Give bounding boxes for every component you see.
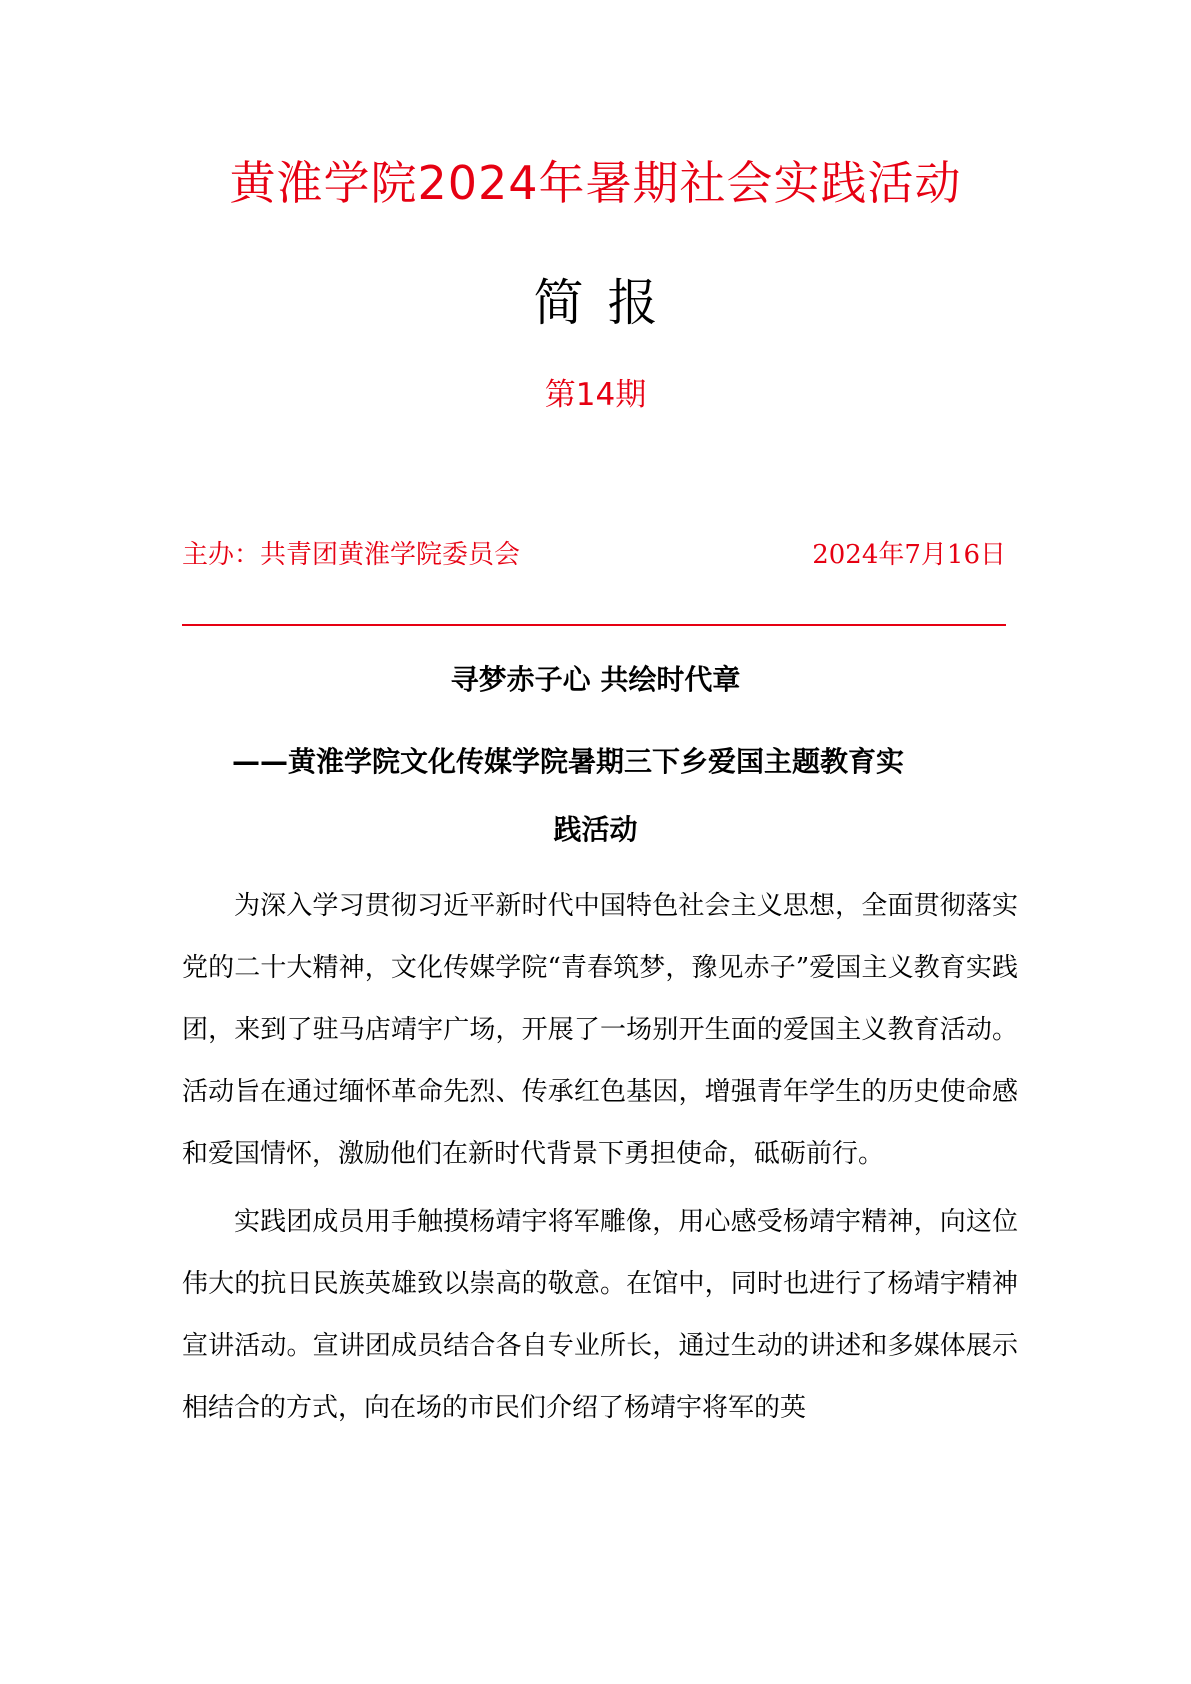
red-divider	[182, 624, 1006, 626]
meta-row	[182, 535, 1006, 575]
publish-date: 2024年7月16日	[812, 540, 1006, 570]
article-title: 寻梦赤子心 共绘时代章	[450, 663, 741, 696]
article-body	[182, 875, 1018, 1439]
article-subtitle-line2: 践活动	[553, 813, 638, 846]
paragraph: 实践团成员用手触摸杨靖宇将军雕像，用心感受杨靖宇精神，向这位伟大的抗日民族英雄致以崇高的敬意。在馆中，同时也进行了杨靖宇精神宣讲活动。宣讲团成员结合各自专业所长，通过生动的讲述和多媒体展示相结合的方式，向在场的市民们介绍了杨靖宇将军的英	[182, 1207, 1018, 1423]
sponsor-text: 主办：共青团黄淮学院委员会	[182, 540, 521, 570]
paragraph: 为深入学习贯彻习近平新时代中国特色社会主义思想，全面贯彻落实党的二十大精神，文化传媒学院“青春筑梦，豫见赤子”爱国主义教育实践团，来到了驻马店靖宇广场，开展了一场别开生面的爱国主义教育活动。活动旨在通过缅怀革命先烈、传承红色基因，增强青年学生的历史使命感和爱国情怀，激励他们在新时代背景下勇担使命，砥砺前行。	[182, 891, 1018, 1169]
issue-number: 第14期	[544, 377, 647, 413]
main-title: 黄淮学院2024年暑期社会实践活动	[229, 156, 962, 210]
article-subtitle-line1: ——黄淮学院文化传媒学院暑期三下乡爱国主题教育实	[232, 745, 905, 778]
bulletin-title: 简报	[533, 274, 682, 332]
